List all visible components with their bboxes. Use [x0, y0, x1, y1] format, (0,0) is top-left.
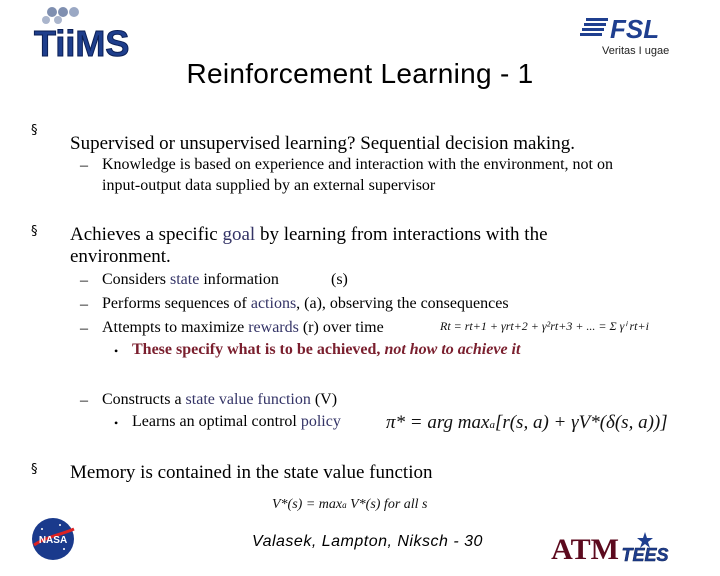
reward-formula: Rt = rt+1 + γrt+2 + γ²rt+3 + ... = Σ γⁱ rt+i	[440, 319, 649, 333]
dot-marker: •	[114, 344, 119, 358]
emphasis-not-how: not how to achieve it	[384, 341, 521, 358]
learns-policy-pre: Learns an optimal control	[132, 413, 301, 430]
bullet-marker: §	[31, 123, 38, 138]
tees-logo	[616, 530, 674, 564]
dash-marker: –	[80, 320, 88, 337]
bullet-1-text: Supervised or unsupervised learning? Sequential decision making.	[70, 133, 575, 154]
emphasis-pre: These specify what is to be achieved,	[132, 341, 385, 358]
emphasis-line	[132, 341, 520, 359]
sub-performs-actions	[102, 293, 509, 315]
sub-considers-post: information	[199, 271, 279, 288]
dash-marker: –	[80, 157, 88, 174]
svg-text:FSL: FSL	[610, 14, 660, 44]
keyword-state-value-function: state value function	[185, 391, 311, 408]
fsl-logo	[580, 10, 700, 58]
tiims-logo	[32, 6, 130, 64]
tamu-logo	[551, 525, 619, 566]
slide-title: Reinforcement Learning - 1	[186, 58, 534, 89]
svg-text:TiiMS: TiiMS	[34, 23, 130, 64]
sub-value-post: (V)	[310, 391, 338, 408]
footer-text: Valasek, Lampton, Niksch - 30	[252, 533, 483, 550]
svg-text:TEES: TEES	[621, 545, 669, 565]
nasa-logo-icon	[30, 515, 76, 563]
bullet-1-sub-line-1: Knowledge is based on experience and interaction with the environment, not on	[102, 156, 613, 173]
value-formula-lhs: V*(s) = max	[272, 497, 343, 512]
dash-marker: –	[80, 296, 88, 313]
policy-formula-sub: a	[489, 419, 495, 431]
svg-text:ATM: ATM	[551, 533, 619, 566]
keyword-goal: goal	[222, 224, 256, 245]
sub-performs-pre: Performs sequences of	[102, 295, 251, 312]
dash-marker: –	[80, 392, 88, 409]
dot-marker: •	[114, 416, 119, 430]
bullet-3-text: Memory is contained in the state value function	[70, 462, 433, 483]
sub-performs-post: , (a), observing the consequences	[296, 295, 509, 312]
sub-maximize-post: (r) over time	[298, 319, 384, 336]
dash-marker: –	[80, 272, 88, 289]
bullet-2-post: by learning from interactions with the	[255, 224, 548, 245]
bullet-2-text	[70, 223, 548, 246]
sub-maximize-pre: Attempts to maximize	[102, 319, 249, 336]
keyword-state: state	[170, 271, 200, 288]
value-formula-rhs: V*(s) for all s	[350, 497, 428, 512]
policy-formula-lhs: π* = arg max	[386, 412, 490, 433]
bullet-marker: §	[31, 224, 38, 239]
learns-policy-line	[132, 413, 341, 431]
tamu-logo-icon	[551, 525, 619, 566]
keyword-rewards: rewards	[248, 319, 299, 336]
policy-formula-rhs: [r(s, a) + γV*(δ(s, a))]	[494, 412, 668, 433]
policy-formula	[386, 412, 668, 434]
bullet-2-pre: Achieves a specific	[70, 224, 223, 245]
sub-considers-state	[102, 269, 279, 291]
keyword-policy: policy	[300, 413, 341, 430]
value-formula	[272, 497, 428, 513]
nasa-logo	[30, 515, 76, 563]
value-formula-sub: a	[342, 500, 347, 510]
sub-maximize-rewards	[102, 317, 384, 339]
svg-text:NASA: NASA	[38, 535, 68, 546]
bullet-2-line-2: environment.	[70, 246, 171, 267]
tees-logo-icon	[616, 530, 674, 564]
sub-value-pre: Constructs a	[102, 391, 186, 408]
state-symbol: (s)	[331, 271, 348, 288]
bullet-marker: §	[31, 462, 38, 477]
tiims-logo-icon	[32, 6, 130, 64]
svg-text:Veritas I ugae: Veritas I ugae	[602, 45, 670, 57]
sub-value-function	[102, 389, 337, 411]
bullet-1-sub-line-2: input-output data supplied by an external supervisor	[102, 177, 436, 194]
keyword-actions: actions	[250, 295, 297, 312]
sub-considers-pre: Considers	[102, 271, 170, 288]
fsl-logo-icon	[580, 10, 700, 58]
